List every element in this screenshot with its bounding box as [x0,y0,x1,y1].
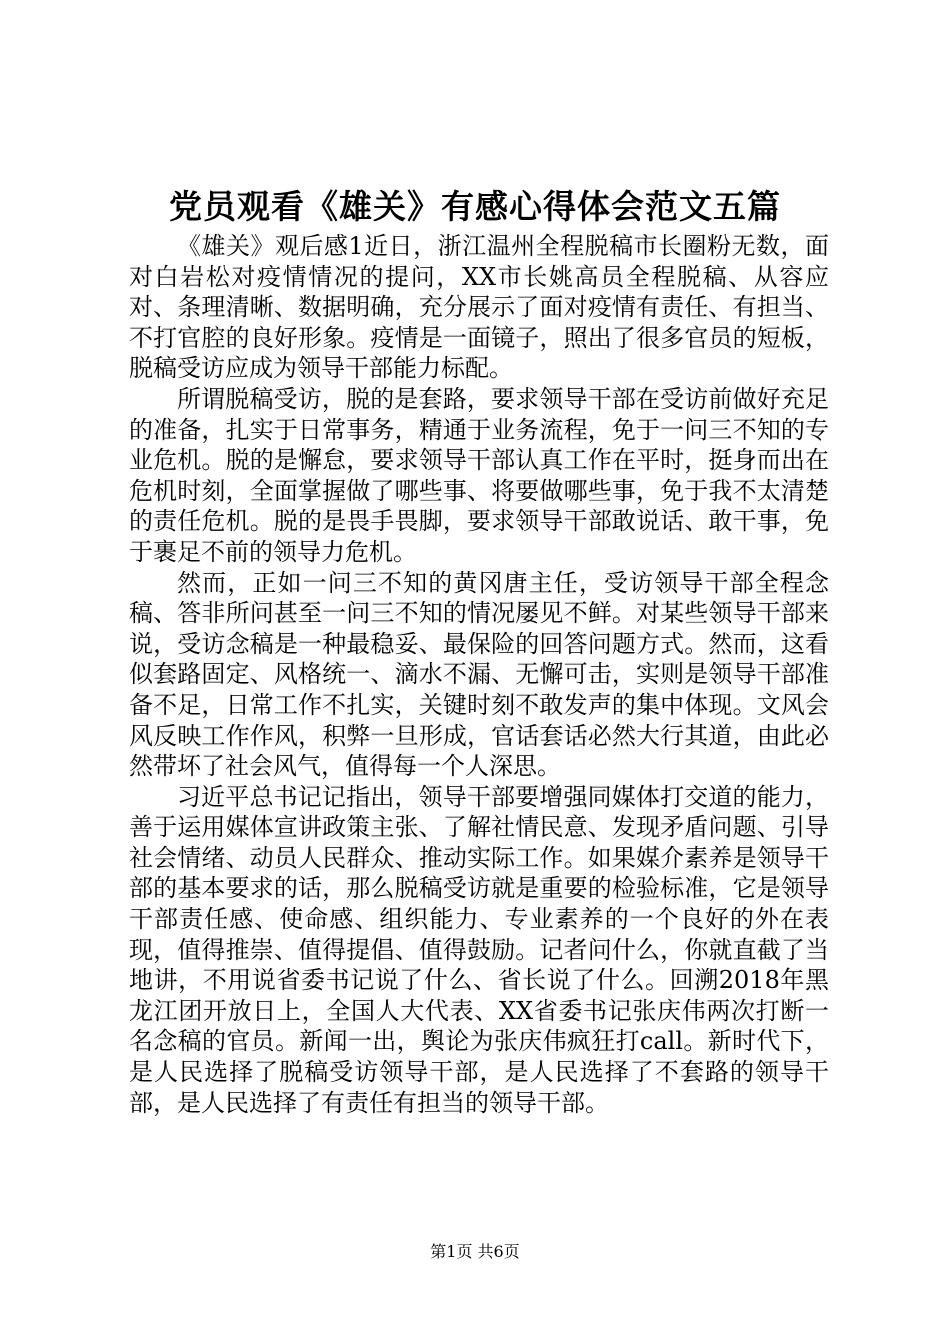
paragraph-3: 然而，正如一问三不知的黄冈唐主任，受访领导干部全程念稿、答非所问甚至一问三不知的情况屡见不鲜。对某些领导干部来说，受访念稿是一种最稳妥、最保险的回答问题方式。然而，这看似套路固定、风格统一、滴水不漏、无懈可击，实则是领导干部准备不足，日常工作不扎实，关键时刻不敢发声的集中体现。文风会风反映工作作风，积弊一旦形成，官话套话必然大行其道，由此必然带坏了社会风气，值得每一个人深思。 [129,568,829,781]
paragraph-2: 所谓脱稿受访，脱的是套路，要求领导干部在受访前做好充足的准备，扎实于日常事务，精通于业务流程，免于一问三不知的专业危机。脱的是懈怠，要求领导干部认真工作在平时，挺身而出在危机时刻，全面掌握做了哪些事、将要做哪些事，免于我不太清楚的责任危机。脱的是畏手畏脚，要求领导干部敢说话、敢干事，免于裹足不前的领导力危机。 [129,384,829,566]
page-footer: 第1页 共6页 [430,1242,520,1261]
paragraph-1: 《雄关》观后感1近日，浙江温州全程脱稿市长圈粉无数，面对白岩松对疫情情况的提问，XX市长姚高员全程脱稿、从容应对、条理清晰、数据明确，充分展示了面对疫情有责任、有担当、不打官腔的良好形象。疫情是一面镜子，照出了很多官员的短板，脱稿受访应成为领导干部能力标配。 [129,232,829,383]
document-title: 党员观看《雄关》有感心得体会范文五篇 [169,187,781,226]
document-body [129,231,829,1118]
paragraph-4: 习近平总书记记指出，领导干部要增强同媒体打交道的能力，善于运用媒体宣讲政策主张、了解社情民意、发现矛盾问题、引导社会情绪、动员人民群众、推动实际工作。如果媒介素养是领导干部的基本要求的话，那么脱稿受访就是重要的检验标准，它是领导干部责任感、使命感、组织能力、专业素养的一个良好的外在表现，值得推崇、值得提倡、值得鼓励。记者问什么，你就直截了当地讲，不用说省委书记说了什么、省长说了什么。回溯2018年黑龙江团开放日上，全国人大代表、XX省委书记张庆伟两次打断一名念稿的官员。新闻一出，舆论为张庆伟疯狂打call。新时代下，是人民选择了脱稿受访领导干部，是人民选择了不套路的领导干部，是人民选择了有责任有担当的领导干部。 [129,782,829,1117]
